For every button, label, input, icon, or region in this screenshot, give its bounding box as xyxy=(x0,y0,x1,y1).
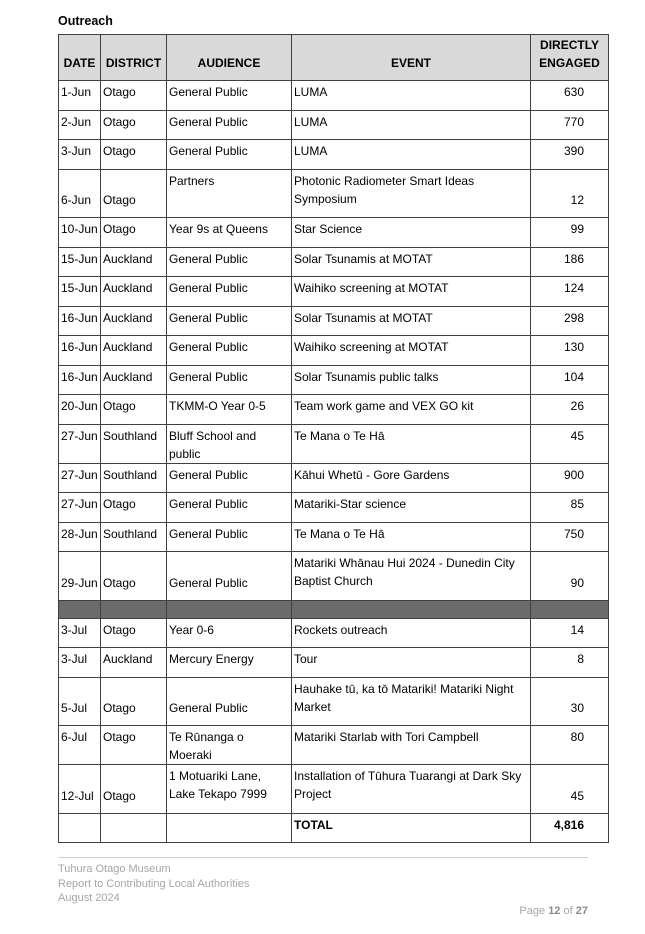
header-audience: AUDIENCE xyxy=(167,35,292,81)
cell-engaged: 770 xyxy=(531,110,609,140)
cell-district: Southland xyxy=(101,463,167,493)
cell-audience: Te Rūnanga o Moeraki xyxy=(167,726,292,765)
cell-date: 16-Jun xyxy=(59,336,101,366)
cell-event: Te Mana o Te Hā xyxy=(292,424,531,463)
table-row xyxy=(59,218,609,248)
table-row xyxy=(59,463,609,493)
cell-district: Southland xyxy=(101,424,167,463)
cell-engaged: 14 xyxy=(531,618,609,648)
cell-event: Matariki Starlab with Tori Campbell xyxy=(292,726,531,765)
cell-date: 2-Jun xyxy=(59,110,101,140)
separator-cell xyxy=(101,600,167,618)
header-engaged-line2: ENGAGED xyxy=(539,56,600,70)
section-heading: Outreach xyxy=(58,14,113,28)
cell-event: LUMA xyxy=(292,81,531,111)
footer-date: August 2024 xyxy=(58,892,120,904)
empty-cell xyxy=(59,813,101,843)
cell-event: Solar Tsunamis at MOTAT xyxy=(292,306,531,336)
cell-engaged: 99 xyxy=(531,218,609,248)
table-row xyxy=(59,247,609,277)
cell-district: Otago xyxy=(101,395,167,425)
cell-district: Otago xyxy=(101,140,167,170)
cell-date: 12-Jul xyxy=(59,765,101,814)
table-header-row xyxy=(59,35,609,81)
cell-audience: General Public xyxy=(167,463,292,493)
cell-engaged: 45 xyxy=(531,765,609,814)
header-date: DATE xyxy=(59,35,101,81)
header-district: DISTRICT xyxy=(101,35,167,81)
cell-engaged: 630 xyxy=(531,81,609,111)
cell-event: Matariki Whānau Hui 2024 - Dunedin City Baptist Church xyxy=(292,552,531,601)
cell-date: 28-Jun xyxy=(59,522,101,552)
cell-district: Otago xyxy=(101,110,167,140)
page-current: 12 xyxy=(548,905,561,917)
cell-date: 1-Jun xyxy=(59,81,101,111)
cell-event: Photonic Radiometer Smart Ideas Symposium xyxy=(292,169,531,218)
page-number xyxy=(519,905,588,917)
header-directly-engaged xyxy=(531,35,609,81)
page-total: 27 xyxy=(575,905,588,917)
cell-date: 27-Jun xyxy=(59,424,101,463)
cell-engaged: 186 xyxy=(531,247,609,277)
month-separator-row xyxy=(59,600,609,618)
cell-date: 16-Jun xyxy=(59,365,101,395)
cell-event: Waihiko screening at MOTAT xyxy=(292,277,531,307)
cell-event: Rockets outreach xyxy=(292,618,531,648)
cell-date: 3-Jul xyxy=(59,648,101,678)
cell-date: 5-Jul xyxy=(59,677,101,726)
table-row xyxy=(59,169,609,218)
cell-district: Otago xyxy=(101,552,167,601)
page-of: of xyxy=(563,905,573,917)
cell-event: Waihiko screening at MOTAT xyxy=(292,336,531,366)
separator-cell xyxy=(59,600,101,618)
cell-event: LUMA xyxy=(292,140,531,170)
table-row xyxy=(59,81,609,111)
cell-engaged: 124 xyxy=(531,277,609,307)
page-prefix: Page xyxy=(519,905,546,917)
table-row xyxy=(59,365,609,395)
cell-district: Otago xyxy=(101,618,167,648)
cell-date: 3-Jul xyxy=(59,618,101,648)
cell-district: Auckland xyxy=(101,247,167,277)
cell-audience: General Public xyxy=(167,493,292,523)
table-row xyxy=(59,552,609,601)
cell-event: Installation of Tūhura Tuarangi at Dark Sky Project xyxy=(292,765,531,814)
cell-date: 10-Jun xyxy=(59,218,101,248)
cell-engaged: 30 xyxy=(531,677,609,726)
table-row xyxy=(59,306,609,336)
cell-district: Southland xyxy=(101,522,167,552)
table-row xyxy=(59,336,609,366)
cell-audience: Partners xyxy=(167,169,292,218)
footer-org: Tuhura Otago Museum xyxy=(58,863,171,875)
cell-audience: 1 Motuariki Lane, Lake Tekapo 7999 xyxy=(167,765,292,814)
cell-audience: Bluff School and public xyxy=(167,424,292,463)
cell-event: Matariki-Star science xyxy=(292,493,531,523)
total-label: TOTAL xyxy=(292,813,531,843)
table-row xyxy=(59,140,609,170)
cell-date: 15-Jun xyxy=(59,247,101,277)
cell-engaged: 12 xyxy=(531,169,609,218)
table-row xyxy=(59,618,609,648)
cell-event: Te Mana o Te Hā xyxy=(292,522,531,552)
table-row xyxy=(59,726,609,765)
cell-district: Otago xyxy=(101,726,167,765)
cell-event: Hauhake tū, ka tō Matariki! Matariki Night Market xyxy=(292,677,531,726)
cell-audience: Year 9s at Queens xyxy=(167,218,292,248)
total-row xyxy=(59,813,609,843)
cell-event: Kāhui Whetū - Gore Gardens xyxy=(292,463,531,493)
cell-audience: General Public xyxy=(167,336,292,366)
empty-cell xyxy=(101,813,167,843)
cell-district: Otago xyxy=(101,218,167,248)
table-row xyxy=(59,765,609,814)
table-row xyxy=(59,677,609,726)
cell-date: 6-Jul xyxy=(59,726,101,765)
cell-district: Otago xyxy=(101,169,167,218)
cell-district: Auckland xyxy=(101,336,167,366)
cell-district: Auckland xyxy=(101,648,167,678)
cell-event: LUMA xyxy=(292,110,531,140)
cell-event: Tour xyxy=(292,648,531,678)
separator-cell xyxy=(167,600,292,618)
cell-audience: General Public xyxy=(167,247,292,277)
footer-report: Report to Contributing Local Authorities xyxy=(58,877,250,890)
cell-date: 27-Jun xyxy=(59,463,101,493)
table-row xyxy=(59,648,609,678)
cell-district: Otago xyxy=(101,677,167,726)
table-row xyxy=(59,522,609,552)
cell-district: Auckland xyxy=(101,365,167,395)
cell-engaged: 80 xyxy=(531,726,609,765)
table-row xyxy=(59,395,609,425)
cell-audience: General Public xyxy=(167,140,292,170)
cell-audience: General Public xyxy=(167,81,292,111)
cell-engaged: 104 xyxy=(531,365,609,395)
cell-engaged: 90 xyxy=(531,552,609,601)
cell-engaged: 298 xyxy=(531,306,609,336)
empty-cell xyxy=(167,813,292,843)
header-engaged-line1: DIRECTLY xyxy=(540,38,599,52)
cell-audience: Year 0-6 xyxy=(167,618,292,648)
separator-cell xyxy=(531,600,609,618)
cell-audience: General Public xyxy=(167,365,292,395)
cell-date: 16-Jun xyxy=(59,306,101,336)
cell-audience: General Public xyxy=(167,306,292,336)
cell-engaged: 750 xyxy=(531,522,609,552)
cell-event: Star Science xyxy=(292,218,531,248)
cell-district: Otago xyxy=(101,81,167,111)
cell-date: 15-Jun xyxy=(59,277,101,307)
table-row xyxy=(59,277,609,307)
cell-district: Otago xyxy=(101,765,167,814)
footer-divider xyxy=(58,857,588,858)
cell-date: 27-Jun xyxy=(59,493,101,523)
cell-audience: General Public xyxy=(167,677,292,726)
cell-date: 20-Jun xyxy=(59,395,101,425)
cell-engaged: 8 xyxy=(531,648,609,678)
cell-event: Solar Tsunamis public talks xyxy=(292,365,531,395)
total-value: 4,816 xyxy=(531,813,609,843)
cell-audience: TKMM-O Year 0-5 xyxy=(167,395,292,425)
cell-audience: General Public xyxy=(167,110,292,140)
cell-district: Otago xyxy=(101,493,167,523)
table-row xyxy=(59,424,609,463)
cell-engaged: 900 xyxy=(531,463,609,493)
cell-date: 3-Jun xyxy=(59,140,101,170)
table-body xyxy=(59,81,609,843)
footer xyxy=(58,862,249,906)
cell-engaged: 390 xyxy=(531,140,609,170)
cell-audience: Mercury Energy xyxy=(167,648,292,678)
cell-audience: General Public xyxy=(167,522,292,552)
cell-district: Auckland xyxy=(101,306,167,336)
cell-audience: General Public xyxy=(167,277,292,307)
cell-district: Auckland xyxy=(101,277,167,307)
cell-date: 29-Jun xyxy=(59,552,101,601)
cell-event: Team work game and VEX GO kit xyxy=(292,395,531,425)
cell-engaged: 85 xyxy=(531,493,609,523)
header-event: EVENT xyxy=(292,35,531,81)
cell-engaged: 45 xyxy=(531,424,609,463)
outreach-table xyxy=(58,34,609,843)
separator-cell xyxy=(292,600,531,618)
cell-event: Solar Tsunamis at MOTAT xyxy=(292,247,531,277)
table-row xyxy=(59,110,609,140)
cell-engaged: 130 xyxy=(531,336,609,366)
table-row xyxy=(59,493,609,523)
cell-engaged: 26 xyxy=(531,395,609,425)
cell-audience: General Public xyxy=(167,552,292,601)
cell-date: 6-Jun xyxy=(59,169,101,218)
